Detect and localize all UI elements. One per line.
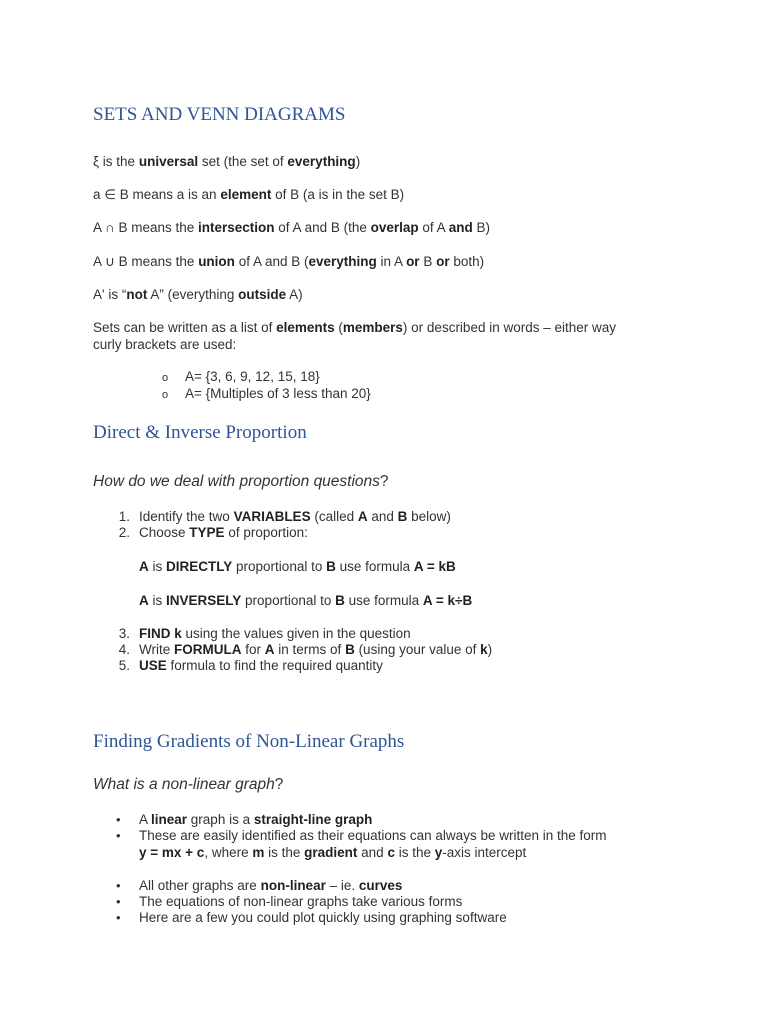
text: formula to find the required quantity xyxy=(166,658,383,673)
text: (using your value of xyxy=(354,642,481,657)
bold-text: or xyxy=(436,254,450,269)
bullet-icon: • xyxy=(116,910,121,925)
text: A' is “ xyxy=(93,287,127,302)
text: in A xyxy=(376,254,407,269)
bold-text: DIRECTLY xyxy=(166,559,233,574)
circle-bullet-icon: o xyxy=(162,389,169,401)
bullet-equations: The equations of non-linear graphs take various forms xyxy=(139,894,463,909)
text: ? xyxy=(379,473,389,490)
text: below) xyxy=(407,509,451,524)
list-number: 2. xyxy=(118,525,130,540)
text: How do we deal with proportion questions xyxy=(93,473,380,490)
bold-text: B xyxy=(397,509,408,524)
text: B) xyxy=(472,220,490,235)
text: A ∪ B means the xyxy=(93,254,199,269)
circle-bullet-icon: o xyxy=(162,372,169,384)
text: set (the set of xyxy=(198,154,288,169)
text: B xyxy=(419,254,437,269)
bullet-identified-cont xyxy=(139,844,526,861)
bold-text: FORMULA xyxy=(174,642,242,657)
bold-text: c xyxy=(387,845,395,860)
text: A xyxy=(139,812,152,827)
text: All other graphs are xyxy=(139,878,261,893)
sets-line-intersection xyxy=(93,219,490,236)
list-number: 5. xyxy=(118,658,130,673)
heading-sets: SETS AND VENN DIAGRAMS xyxy=(93,104,346,125)
bold-text: universal xyxy=(138,154,199,169)
bold-text: B xyxy=(345,642,355,657)
bold-text: element xyxy=(220,187,272,202)
bold-text: and xyxy=(448,220,473,235)
bold-text: A = k÷B xyxy=(422,593,473,608)
step-use-formula xyxy=(139,657,383,674)
bullet-icon: • xyxy=(116,812,121,827)
text: of A and B ( xyxy=(234,254,309,269)
bold-text: A xyxy=(139,593,149,608)
text: of A xyxy=(418,220,449,235)
heading-proportion: Direct & Inverse Proportion xyxy=(93,422,307,443)
text: A” (everything xyxy=(147,287,239,302)
bold-text: or xyxy=(406,254,420,269)
text: and xyxy=(367,509,398,524)
bold-text: gradient xyxy=(304,845,358,860)
bold-text: A = kB xyxy=(413,559,456,574)
heading-gradients: Finding Gradients of Non-Linear Graphs xyxy=(93,731,405,752)
text: proportional to xyxy=(241,593,336,608)
text: is the xyxy=(394,845,435,860)
bullet-linear xyxy=(139,811,372,828)
text: A) xyxy=(286,287,303,302)
text: ) xyxy=(355,154,361,169)
list-item: A= {Multiples of 3 less than 20} xyxy=(185,386,371,401)
bold-text: k xyxy=(480,642,488,657)
text: graph is a xyxy=(187,812,254,827)
text: Identify the two xyxy=(139,509,234,524)
text: , where xyxy=(204,845,253,860)
bold-text: TYPE xyxy=(189,525,225,540)
bold-text: not xyxy=(126,287,148,302)
text: – ie. xyxy=(325,878,359,893)
text: Write xyxy=(139,642,175,657)
text: use formula xyxy=(344,593,423,608)
bold-text: m xyxy=(252,845,265,860)
text: ( xyxy=(334,320,343,335)
text: Choose xyxy=(139,525,190,540)
text: is the xyxy=(264,845,305,860)
bold-text: A xyxy=(264,642,275,657)
bold-text: members xyxy=(342,320,403,335)
sets-line-universal xyxy=(93,153,360,170)
text: use formula xyxy=(335,559,414,574)
bold-text: outside xyxy=(238,287,287,302)
text: and xyxy=(357,845,388,860)
text: is xyxy=(148,559,167,574)
text: both) xyxy=(449,254,485,269)
sets-line-written xyxy=(93,319,616,336)
text: What is a non-linear graph xyxy=(93,776,275,793)
bullet-icon: • xyxy=(116,878,121,893)
step-write-formula xyxy=(139,641,492,658)
text: (called xyxy=(310,509,358,524)
bold-text: union xyxy=(198,254,235,269)
bold-text: y = mx + c xyxy=(139,845,205,860)
step-identify xyxy=(139,508,451,525)
bullet-identified: These are easily identified as their equations can always be written in the form xyxy=(139,828,607,843)
bold-text: VARIABLES xyxy=(233,509,311,524)
bullet-icon: • xyxy=(116,894,121,909)
text: proportional to xyxy=(232,559,327,574)
direct-proportion-line xyxy=(139,558,456,575)
gradients-question xyxy=(93,775,283,794)
bold-text: intersection xyxy=(198,220,275,235)
list-item: A= {3, 6, 9, 12, 15, 18} xyxy=(185,369,320,384)
step-find-k xyxy=(139,625,411,642)
text: of B (a is in the set B) xyxy=(271,187,405,202)
bold-text: everything xyxy=(308,254,377,269)
step-choose xyxy=(139,524,308,541)
text: ? xyxy=(274,776,284,793)
bullet-non-linear xyxy=(139,877,402,894)
bold-text: A xyxy=(139,559,149,574)
sets-line-union xyxy=(93,253,484,270)
bold-text: straight-line graph xyxy=(253,812,373,827)
bold-text: everything xyxy=(287,154,356,169)
list-number: 1. xyxy=(118,509,130,524)
bold-text: y xyxy=(434,845,443,860)
proportion-question xyxy=(93,472,389,491)
sets-line-written-cont: curly brackets are used: xyxy=(93,337,237,352)
text: of proportion: xyxy=(224,525,308,540)
sets-line-element xyxy=(93,186,404,203)
list-number: 3. xyxy=(118,626,130,641)
text: Sets can be written as a list of xyxy=(93,320,277,335)
text: is xyxy=(148,593,167,608)
text: ξ is the xyxy=(93,154,139,169)
bullet-icon: • xyxy=(116,828,121,843)
bullet-plot: Here are a few you could plot quickly using graphing software xyxy=(139,910,507,925)
sets-line-complement xyxy=(93,286,303,303)
bold-text: non-linear xyxy=(260,878,326,893)
text: A ∩ B means the xyxy=(93,220,199,235)
bold-text: A xyxy=(357,509,368,524)
bold-text: B xyxy=(335,593,345,608)
list-number: 4. xyxy=(118,642,130,657)
text: -axis intercept xyxy=(442,845,527,860)
bold-text: curves xyxy=(358,878,403,893)
text: ) or described in words – either way xyxy=(402,320,617,335)
inverse-proportion-line xyxy=(139,592,472,609)
bold-text: linear xyxy=(151,812,188,827)
bold-text: USE xyxy=(139,658,167,673)
text: ) xyxy=(487,642,493,657)
bold-text: overlap xyxy=(370,220,419,235)
text: in terms of xyxy=(274,642,346,657)
bold-text: INVERSELY xyxy=(166,593,242,608)
bold-text: FIND k xyxy=(139,626,182,641)
text: of A and B (the xyxy=(274,220,371,235)
text: a ∈ B means a is an xyxy=(93,187,221,202)
bold-text: B xyxy=(326,559,336,574)
text: using the values given in the question xyxy=(181,626,411,641)
bold-text: elements xyxy=(276,320,335,335)
text: for xyxy=(241,642,265,657)
